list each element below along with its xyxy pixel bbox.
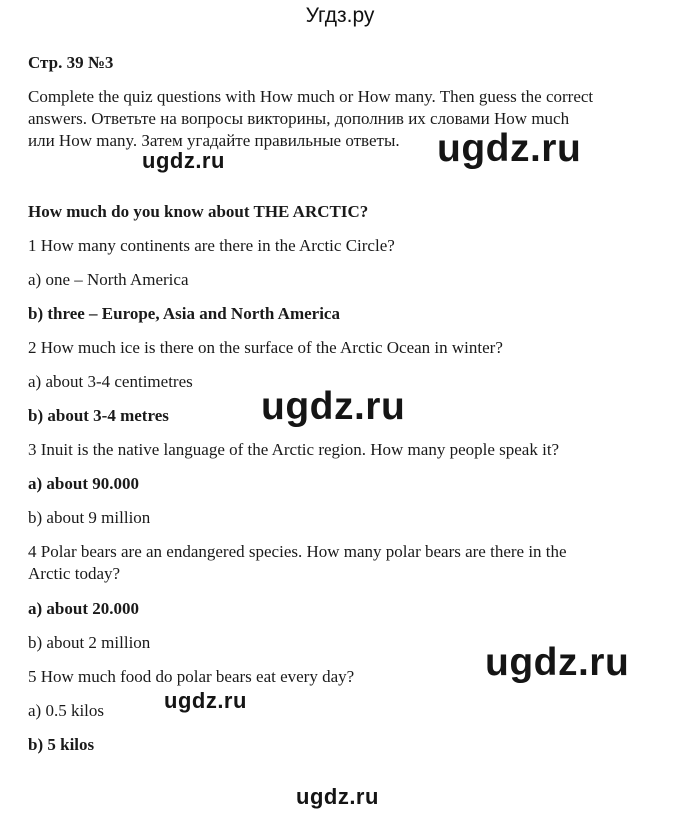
answer-5b: b) 5 kilos — [28, 735, 95, 754]
watermark-5: ugdz.ru — [164, 688, 247, 713]
answer-3b: b) about 9 million — [28, 508, 151, 527]
question-1: 1 How many continents are there in the Arctic Circle? — [28, 236, 395, 255]
question-3: 3 Inuit is the native language of the Arctic region. How many people speak it? — [28, 440, 560, 459]
watermark-1: ugdz.ru — [437, 127, 582, 170]
answer-1a: a) one – North America — [28, 270, 189, 289]
instructions-line-1: Complete the quiz questions with How much or How many. Then guess the correct — [28, 87, 594, 106]
watermark-4: ugdz.ru — [485, 641, 630, 684]
answer-2b: b) about 3-4 metres — [28, 406, 169, 425]
answer-4b: b) about 2 million — [28, 633, 151, 652]
question-4-line-1: 4 Polar bears are an endangered species. How many polar bears are there in the — [28, 542, 567, 561]
instructions-line-3: или How many. Затем угадайте правильные ответы. — [28, 131, 400, 150]
question-5: 5 How much food do polar bears eat every day? — [28, 667, 355, 686]
quiz-title: How much do you know about THE ARCTIC? — [28, 202, 369, 221]
answer-5a: a) 0.5 kilos — [28, 701, 105, 720]
watermark-2: ugdz.ru — [142, 148, 225, 173]
question-4-line-2: Arctic today? — [28, 564, 121, 583]
answer-2a: a) about 3-4 centimetres — [28, 372, 193, 391]
site-header: Угдз.ру — [305, 4, 375, 27]
question-2: 2 How much ice is there on the surface of the Arctic Ocean in winter? — [28, 338, 503, 357]
answer-1b: b) three – Europe, Asia and North America — [28, 304, 340, 323]
page-reference: Стр. 39 №3 — [28, 53, 114, 72]
answer-3a: a) about 90.000 — [28, 474, 139, 493]
watermark-3: ugdz.ru — [261, 385, 406, 428]
instructions-line-2: answers. Ответьте на вопросы викторины, дополнив их словами How much — [28, 109, 570, 128]
watermark-6: ugdz.ru — [296, 784, 379, 809]
answer-4a: a) about 20.000 — [28, 599, 139, 618]
